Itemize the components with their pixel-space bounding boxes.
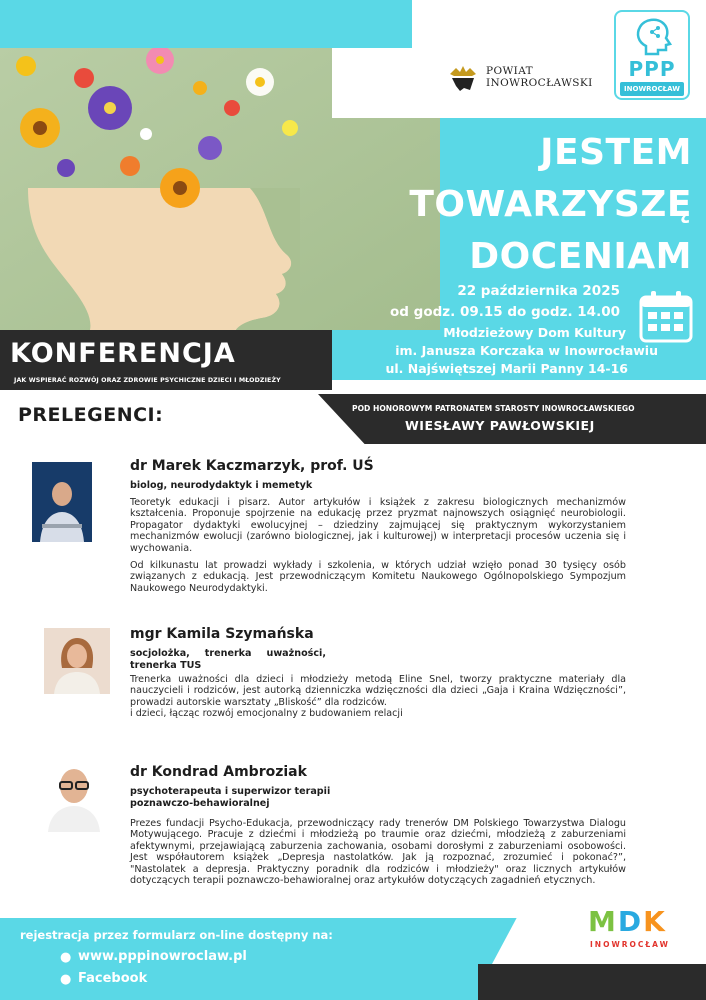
- powiat-crest-icon: [446, 62, 480, 92]
- patronage-line-1: POD HONOROWYM PATRONATEM STAROSTY INOWROCŁAWSKIEGO: [352, 404, 635, 413]
- powiat-line2: INOWROCŁAWSKI: [486, 77, 593, 89]
- calendar-icon: [638, 290, 694, 344]
- mdk-letter-k: K: [643, 905, 665, 938]
- event-address: ul. Najświętszej Marii Panny 14-16: [385, 361, 628, 376]
- website-link[interactable]: www.pppinowroclaw.pl: [78, 949, 247, 964]
- speaker-photo-szymanska: [44, 628, 110, 694]
- speaker-name-2: mgr Kamila Szymańska: [130, 626, 314, 642]
- speaker-role-3: psychoterapeuta i superwizor terapii poznawczo-behawioralnej: [130, 786, 331, 809]
- facebook-link[interactable]: Facebook: [78, 971, 148, 986]
- speaker-bio-1: Teoretyk edukacji i pisarz. Autor artykułów i książek z zakresu biologicznych mechanizmów kształcenia. Proponuje spojrzenie na edukację przez pryzmat najnowszych osiągnięć neurobiologii. Propagator dydaktyki ewolucyjnej – dziedziny zajmującej się praktycznym wykorzystaniem mechanizmów ewolucji (zarówno biologicznej, jak i kulturowej) w interpretacji procesów uczenia się i wychowania.: [130, 497, 626, 554]
- ppp-logo-subtext: INOWROCŁAW: [620, 82, 684, 96]
- mdk-letter-d: D: [617, 905, 642, 938]
- hero-title-line-2: TOWARZYSZĘ: [409, 184, 692, 225]
- hero-title-line-1: JESTEM: [540, 132, 692, 173]
- speaker-bio-2: Trenerka uważności dla dzieci i młodzieży metodą Eline Snel, tworzy praktyczne materiały dla nauczycieli i rodziców, jest autorką dzienniczka wdzięczności dla dzieci „Gaja i Kraina Wdzięczności”, prowadzi autorskie warsztaty „Bliskość” dla rodziców.: [130, 674, 626, 708]
- bullet-icon: ●: [60, 972, 72, 987]
- ppp-logo: [614, 10, 690, 100]
- mdk-logo-subtext: INOWROCŁAW: [590, 940, 670, 949]
- speaker-role-1: biolog, neurodydaktyk i memetyk: [130, 480, 313, 491]
- conference-subtitle: JAK WSPIERAĆ ROZWÓJ ORAZ ZDROWIE PSYCHICZNE DZIECI I MŁODZIEŻY: [14, 377, 281, 384]
- event-time: od godz. 09.15 do godz. 14.00: [390, 304, 620, 320]
- speakers-heading: PRELEGENCI:: [18, 404, 164, 426]
- speaker-portrait-2: [44, 628, 110, 694]
- speaker-photo-ambroziak: [38, 760, 110, 832]
- speaker-portrait-1: [32, 462, 92, 542]
- speaker-bio-1b: Od kilkunastu lat prowadzi wykłady i szkolenia, w których udział wzięło ponad 30 tysięcy osób związanych z edukacją. Jest przewodniczącym Komitetu Naukowego Ogólnopolskiego Sympozjum Naukowego Neurodydaktyki.: [130, 560, 626, 594]
- mdk-logo: [588, 905, 665, 938]
- powiat-logo: [446, 62, 593, 92]
- footer-dark-band: [478, 964, 706, 1000]
- bullet-icon: ●: [60, 950, 72, 965]
- speaker-name-1: dr Marek Kaczmarzyk, prof. UŚ: [130, 458, 374, 474]
- ppp-logo-text: PPP: [628, 57, 676, 81]
- event-date: 22 października 2025: [457, 283, 620, 299]
- patronage-line-2: WIESŁAWY PAWŁOWSKIEJ: [405, 418, 595, 433]
- speaker-bio-2b: i dzieci, łącząc rozwój emocjonalny z budowaniem relacji: [130, 708, 403, 719]
- conference-title: KONFERENCJA: [10, 338, 236, 369]
- speaker-name-3: dr Kondrad Ambroziak: [130, 764, 307, 780]
- event-venue-1: Młodzieżowy Dom Kultury: [443, 325, 626, 340]
- registration-text: rejestracja przez formularz on-line dostępny na:: [20, 928, 333, 942]
- speaker-portrait-3: [38, 760, 110, 832]
- mdk-letter-m: M: [588, 905, 616, 938]
- powiat-line1: POWIAT: [486, 65, 534, 77]
- speaker-role-2: socjolożka, trenerka uważności, trenerka TUS: [130, 648, 326, 671]
- speaker-bio-3: Prezes fundacji Psycho-Edukacja, przewodniczący rady trenerów DM Polskiego Towarzystwa Dialogu Motywującego. Pracuje z dziećmi i młodzieżą po traumie oraz dziećmi, młodzieżą z zaburzeniami afektywnymi, przejawiającą zaburzenia zachowania, osobami dorosłymi z zaburzeniami osobowości. Jest współautorem książek „Depresja nastolatków. Jak ją rozpoznać, zrozumieć i pokonać?”, "Nastolatek a depresja. Praktyczny poradnik dla rodziców i młodzieży" oraz licznych artykułów dotyczących terapii poznawczo-behawioralnej oraz artykułów dotyczących zagadnień etycznych.: [130, 818, 626, 887]
- speaker-photo-kaczmarzyk: [32, 462, 92, 542]
- head-profile-icon: [632, 16, 676, 56]
- event-venue-2: im. Janusza Korczaka w Inowrocławiu: [395, 343, 658, 358]
- hero-title-line-3: DOCENIAM: [469, 236, 692, 277]
